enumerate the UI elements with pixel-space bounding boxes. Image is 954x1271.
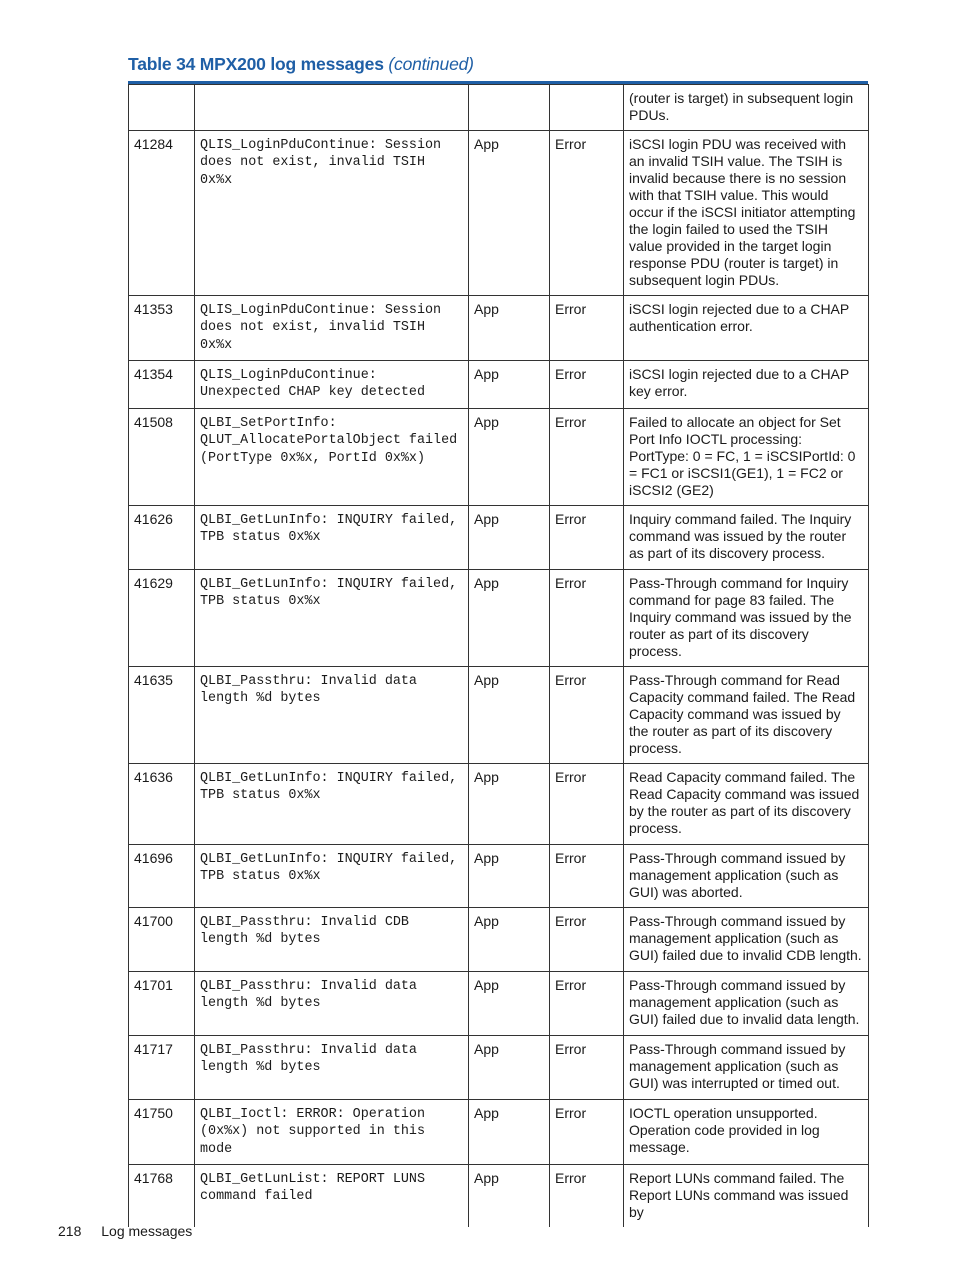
cell-id: 41508	[129, 409, 195, 506]
cell-level: Error	[550, 908, 624, 972]
cell-module: App	[469, 409, 550, 506]
cell-level: Error	[550, 131, 624, 296]
cell-message: QLBI_GetLunInfo: INQUIRY failed, TPB status 0x%x	[195, 506, 469, 570]
cell-module: App	[469, 845, 550, 908]
cell-level: Error	[550, 667, 624, 764]
table-row	[129, 361, 869, 409]
cell-module: App	[469, 764, 550, 845]
cell-level: Error	[550, 296, 624, 361]
cell-module: App	[469, 361, 550, 409]
cell-message: QLBI_GetLunInfo: INQUIRY failed, TPB status 0x%x	[195, 570, 469, 667]
cell-description: Pass-Through command issued by management application (such as GUI) failed due to invalid data length.	[624, 972, 869, 1036]
cell-level: Error	[550, 845, 624, 908]
cell-message: QLBI_GetLunInfo: INQUIRY failed, TPB status 0x%x	[195, 845, 469, 908]
cell-module: App	[469, 1165, 550, 1228]
table-row	[129, 845, 869, 908]
cell-module: App	[469, 131, 550, 296]
cell-message: QLIS_LoginPduContinue: Unexpected CHAP key detected	[195, 361, 469, 409]
cell-message: QLBI_Passthru: Invalid CDB length %d bytes	[195, 908, 469, 972]
cell-module: App	[469, 506, 550, 570]
cell-id: 41629	[129, 570, 195, 667]
table-caption	[128, 54, 474, 75]
cell-description: Report LUNs command failed. The Report LUNs command was issued by	[624, 1165, 869, 1228]
cell-message: QLBI_Passthru: Invalid data length %d bytes	[195, 1036, 469, 1100]
cell-level: Error	[550, 1165, 624, 1228]
cell-id: 41717	[129, 1036, 195, 1100]
cell-id: 41696	[129, 845, 195, 908]
cell-id: 41701	[129, 972, 195, 1036]
table-row	[129, 506, 869, 570]
table-row	[129, 1100, 869, 1165]
cell-id: 41284	[129, 131, 195, 296]
log-messages-table	[128, 84, 869, 1227]
table-row	[129, 1036, 869, 1100]
cell-message: QLBI_Ioctl: ERROR: Operation (0x%x) not supported in this mode	[195, 1100, 469, 1165]
cell-id	[129, 85, 195, 131]
table-row	[129, 409, 869, 506]
table-row	[129, 85, 869, 131]
cell-module: App	[469, 570, 550, 667]
table-row	[129, 764, 869, 845]
table-caption-continued: (continued)	[388, 54, 474, 74]
cell-id: 41626	[129, 506, 195, 570]
cell-level: Error	[550, 506, 624, 570]
footer-section-title: Log messages	[101, 1223, 193, 1239]
cell-description: Pass-Through command issued by management application (such as GUI) failed due to invalid CDB length.	[624, 908, 869, 972]
cell-id: 41700	[129, 908, 195, 972]
cell-description: Pass-Through command for Inquiry command for page 83 failed. The Inquiry command was issued by the router as part of its discovery process.	[624, 570, 869, 667]
table-body	[129, 85, 869, 1228]
cell-id: 41635	[129, 667, 195, 764]
cell-message: QLBI_SetPortInfo: QLUT_AllocatePortalObject failed (PortType 0x%x, PortId 0x%x)	[195, 409, 469, 506]
cell-module	[469, 85, 550, 131]
cell-description: iSCSI login rejected due to a CHAP key error.	[624, 361, 869, 409]
cell-level: Error	[550, 1100, 624, 1165]
cell-message: QLIS_LoginPduContinue: Session does not exist, invalid TSIH 0x%x	[195, 296, 469, 361]
table-row	[129, 1165, 869, 1228]
cell-message: QLBI_GetLunList: REPORT LUNS command failed	[195, 1165, 469, 1228]
cell-id: 41768	[129, 1165, 195, 1228]
cell-module: App	[469, 972, 550, 1036]
cell-level: Error	[550, 361, 624, 409]
cell-level: Error	[550, 1036, 624, 1100]
cell-id: 41750	[129, 1100, 195, 1165]
cell-description: Pass-Through command for Read Capacity command failed. The Read Capacity command was issued by the router as part of its discovery process.	[624, 667, 869, 764]
cell-id: 41353	[129, 296, 195, 361]
cell-id: 41636	[129, 764, 195, 845]
cell-message: QLBI_Passthru: Invalid data length %d bytes	[195, 667, 469, 764]
cell-description: iSCSI login PDU was received with an invalid TSIH value. The TSIH is invalid because there is no session with that TSIH value. This would occur if the iSCSI initiator attempting the login failed to used the TSIH value provided in the target login response PDU (router is target) in subsequent login PDUs.	[624, 131, 869, 296]
cell-message: QLBI_Passthru: Invalid data length %d bytes	[195, 972, 469, 1036]
table-row	[129, 296, 869, 361]
cell-level	[550, 85, 624, 131]
cell-description: IOCTL operation unsupported. Operation code provided in log message.	[624, 1100, 869, 1165]
cell-module: App	[469, 296, 550, 361]
page-footer	[58, 1223, 192, 1239]
table-row	[129, 972, 869, 1036]
cell-description: iSCSI login rejected due to a CHAP authentication error.	[624, 296, 869, 361]
cell-id: 41354	[129, 361, 195, 409]
cell-level: Error	[550, 764, 624, 845]
cell-description: Pass-Through command issued by management application (such as GUI) was interrupted or timed out.	[624, 1036, 869, 1100]
cell-message	[195, 85, 469, 131]
cell-module: App	[469, 1036, 550, 1100]
cell-module: App	[469, 667, 550, 764]
cell-description: Read Capacity command failed. The Read Capacity command was issued by the router as part of its discovery process.	[624, 764, 869, 845]
cell-description: Pass-Through command issued by management application (such as GUI) was aborted.	[624, 845, 869, 908]
cell-module: App	[469, 1100, 550, 1165]
table-row	[129, 570, 869, 667]
cell-description: Failed to allocate an object for Set Port Info IOCTL processing: PortType: 0 = FC, 1 = iSCSIPortId: 0 = FC1 or iSCSI1(GE1), 1 = FC2 or iSCSI2 (GE2)	[624, 409, 869, 506]
cell-description: Inquiry command failed. The Inquiry command was issued by the router as part of its discovery process.	[624, 506, 869, 570]
page-number: 218	[58, 1223, 82, 1239]
table-caption-title: Table 34 MPX200 log messages	[128, 54, 384, 74]
cell-module: App	[469, 908, 550, 972]
table-row	[129, 131, 869, 296]
cell-level: Error	[550, 570, 624, 667]
table-row	[129, 667, 869, 764]
cell-description: (router is target) in subsequent login PDUs.	[624, 85, 869, 131]
table-row	[129, 908, 869, 972]
cell-message: QLBI_GetLunInfo: INQUIRY failed, TPB status 0x%x	[195, 764, 469, 845]
cell-level: Error	[550, 409, 624, 506]
cell-level: Error	[550, 972, 624, 1036]
cell-message: QLIS_LoginPduContinue: Session does not exist, invalid TSIH 0x%x	[195, 131, 469, 296]
